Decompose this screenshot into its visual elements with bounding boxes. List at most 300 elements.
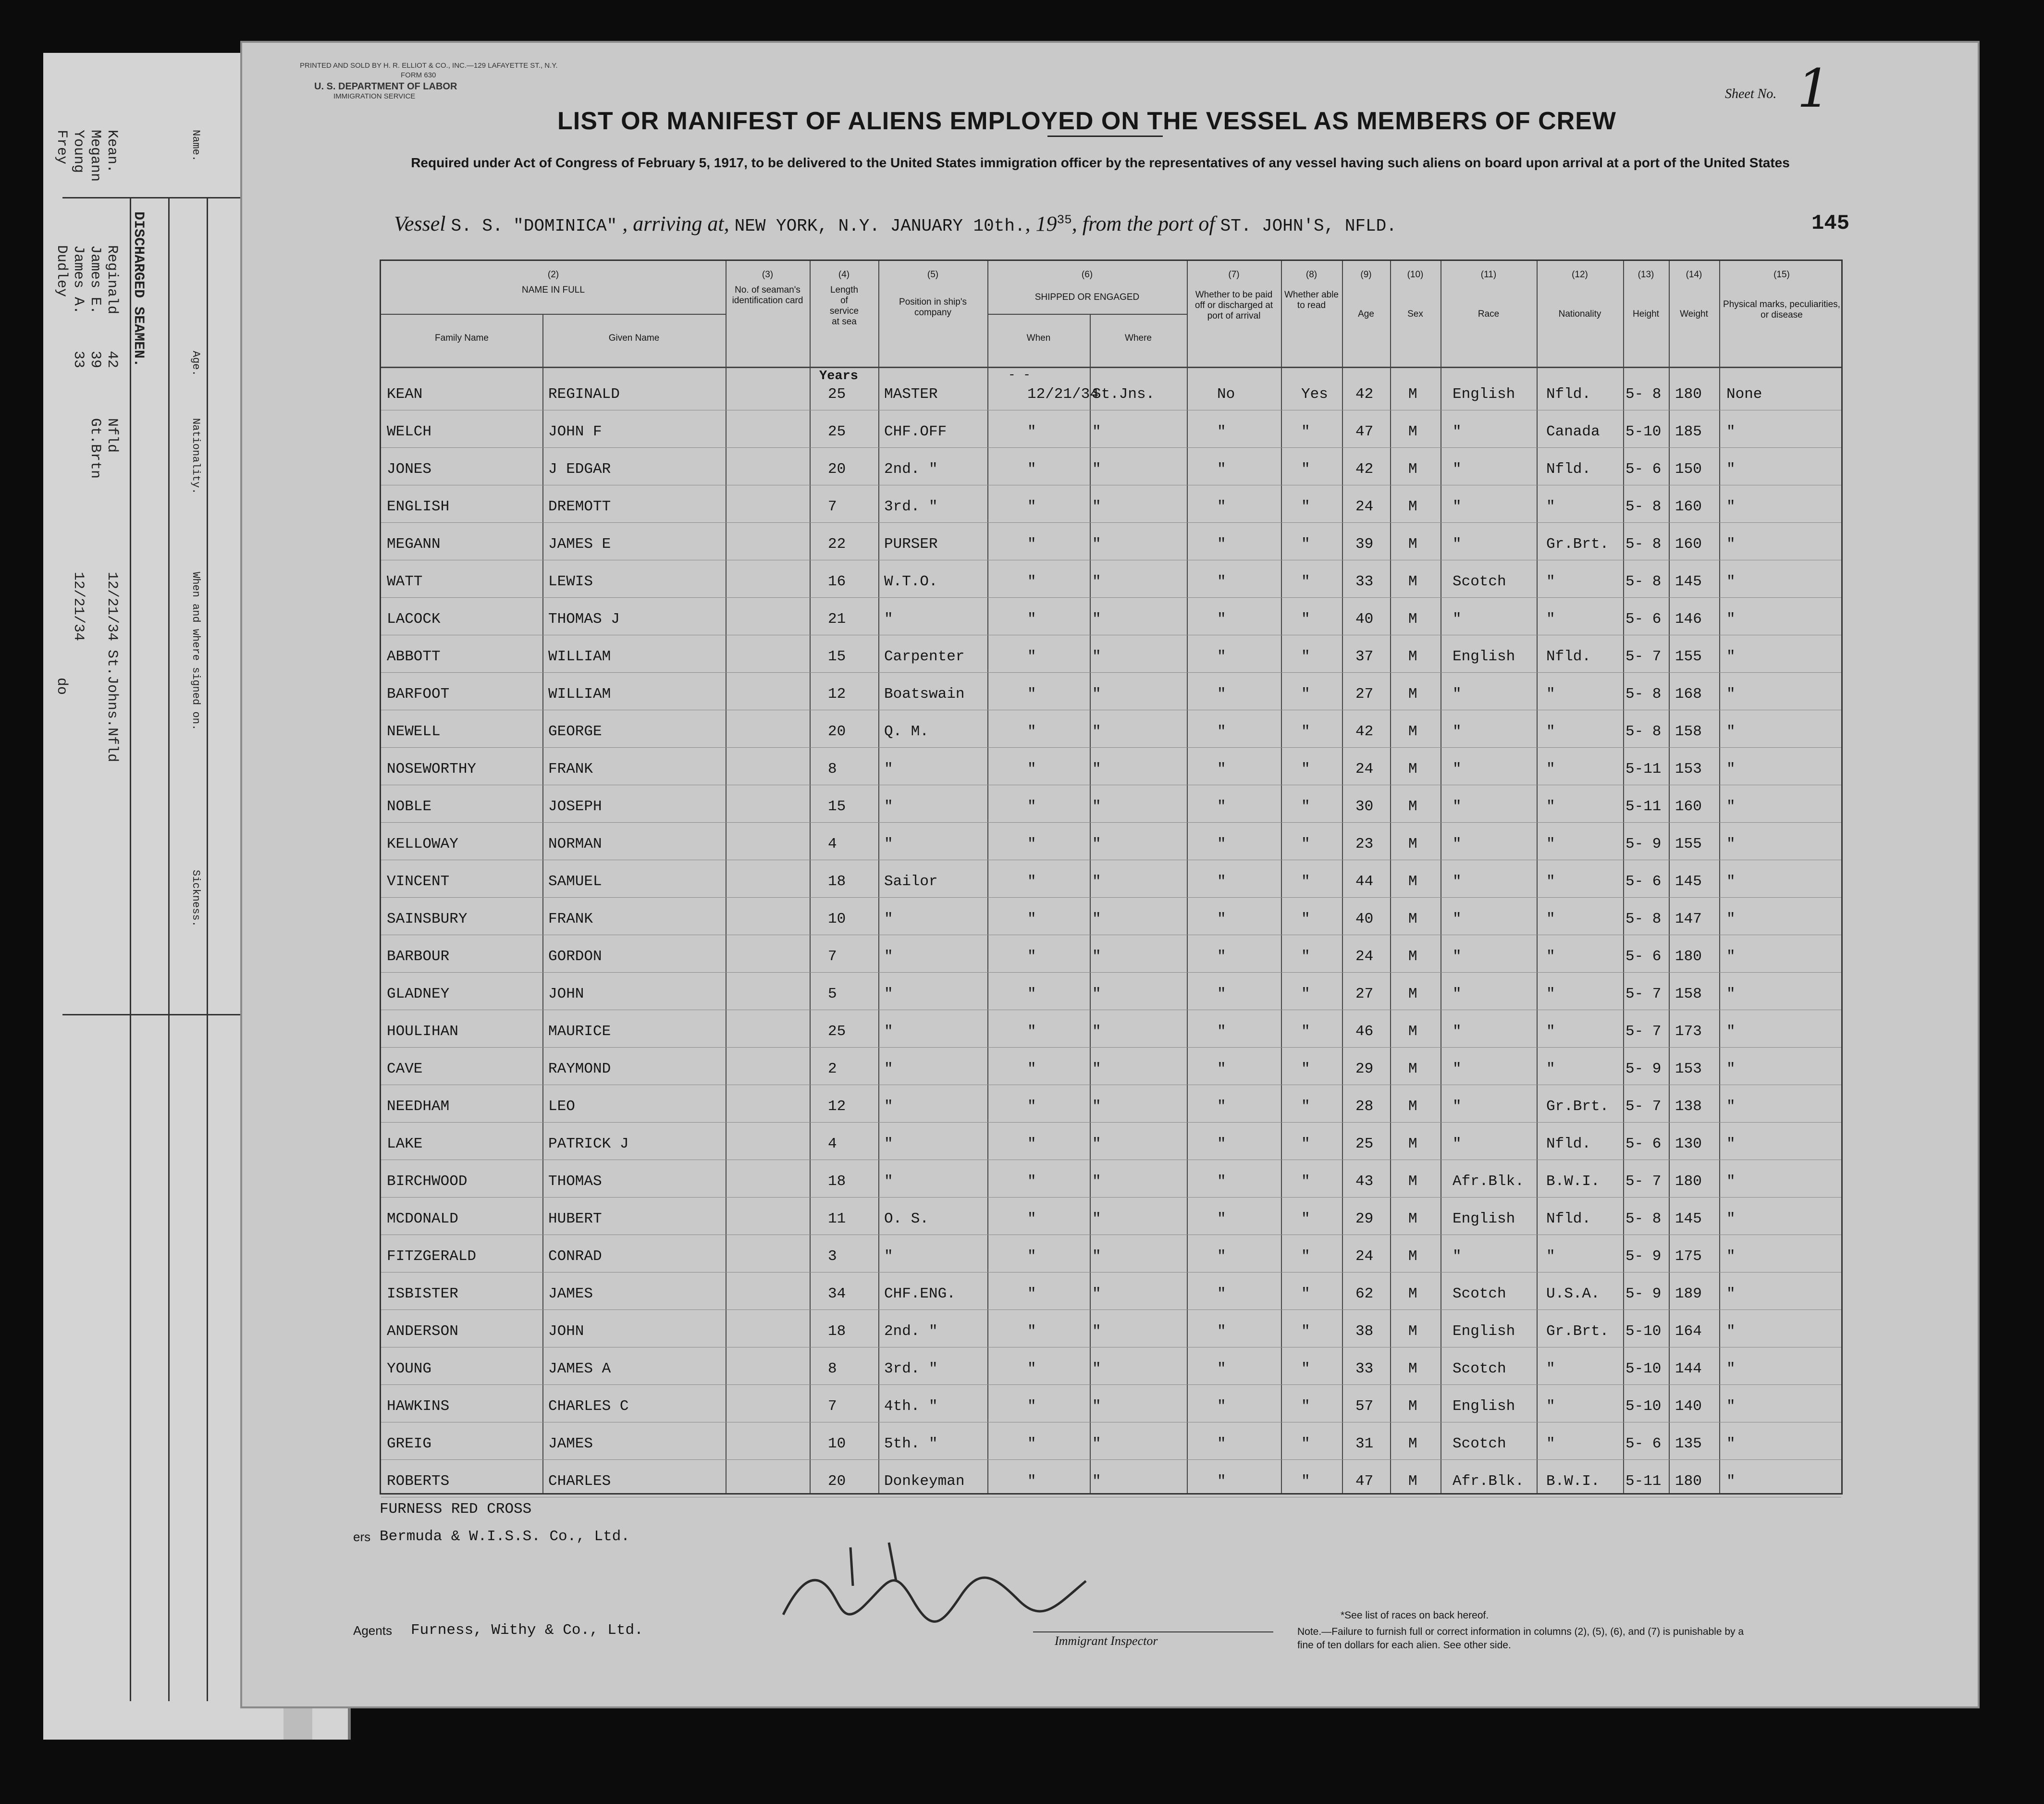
shipped-when: " <box>1027 648 1036 665</box>
given-name: JOHN F <box>548 423 602 440</box>
height: 5- 6 <box>1625 1435 1662 1452</box>
shipped-where: " <box>1092 911 1101 927</box>
height: 5- 7 <box>1625 648 1662 665</box>
given-name: DREMOTT <box>548 498 611 515</box>
row-rule <box>381 747 1841 748</box>
weight: 180 <box>1675 1173 1702 1190</box>
service-years: 18 <box>828 1173 846 1190</box>
given-name: WILLIAM <box>548 686 611 703</box>
col11-number: (11) <box>1480 270 1497 280</box>
height: 5-10 <box>1625 1398 1662 1415</box>
nationality: " <box>1546 948 1555 965</box>
weight: 146 <box>1675 611 1702 628</box>
weight: 173 <box>1675 1023 1702 1040</box>
able-to-read: " <box>1301 423 1310 440</box>
date-marks: - - <box>1008 368 1031 382</box>
family-name: BARFOOT <box>387 686 450 703</box>
race: " <box>1453 1061 1462 1077</box>
able-to-read: " <box>1301 1173 1310 1190</box>
crew-table <box>380 259 1843 1495</box>
sex: M <box>1408 761 1417 778</box>
nationality: U.S.A. <box>1546 1285 1600 1302</box>
arriving-at: NEW YORK, N.Y. JANUARY 10th. <box>734 216 1025 236</box>
race: English <box>1453 648 1515 665</box>
family-name: ANDERSON <box>387 1323 458 1340</box>
shipped-when: " <box>1027 986 1036 1002</box>
weight: 153 <box>1675 1061 1702 1077</box>
signature-line <box>1033 1631 1273 1632</box>
paid-off: " <box>1217 611 1226 628</box>
position: MASTER <box>884 386 938 403</box>
col12-number: (12) <box>1572 270 1588 280</box>
height: 5- 8 <box>1625 723 1662 740</box>
physical-marks: " <box>1726 761 1736 778</box>
given-name: THOMAS J <box>548 611 620 628</box>
agents: Furness, Withy & Co., Ltd. <box>411 1622 643 1639</box>
nationality: " <box>1546 723 1555 740</box>
weight: 185 <box>1675 423 1702 440</box>
paid-off: " <box>1217 1098 1226 1115</box>
age: 38 <box>1355 1323 1374 1340</box>
sex: M <box>1408 1211 1417 1227</box>
nationality: Nfld. <box>1546 1136 1591 1152</box>
inspector-signature <box>769 1528 1105 1648</box>
shipped-where: " <box>1092 1435 1101 1452</box>
shipped-where: " <box>1092 1473 1101 1490</box>
race: Afr.Blk. <box>1453 1173 1524 1190</box>
position: PURSER <box>884 536 938 553</box>
shipped-when: " <box>1027 911 1036 927</box>
service-years: 8 <box>828 761 837 778</box>
able-to-read: " <box>1301 1285 1310 1302</box>
shipped-where: " <box>1092 1285 1101 1302</box>
service-years: 12 <box>828 1098 846 1115</box>
sex: M <box>1408 1323 1417 1340</box>
height: 5- 9 <box>1625 1285 1662 1302</box>
weight: 145 <box>1675 873 1702 890</box>
paid-off: " <box>1217 723 1226 740</box>
sex: M <box>1408 1285 1417 1302</box>
nationality: " <box>1546 573 1555 590</box>
page-number: 145 <box>1811 211 1850 235</box>
col11-header: Race <box>1478 309 1500 319</box>
row-rule <box>381 1384 1841 1385</box>
col12-header: Nationality <box>1558 309 1601 319</box>
weight: 164 <box>1675 1323 1702 1340</box>
service-years: 4 <box>828 836 837 853</box>
row-rule <box>381 672 1841 673</box>
column-rule <box>1187 261 1188 1493</box>
flap-title: DISCHARGED SEAMEN. <box>130 211 147 368</box>
penalty-note: Note.—Failure to furnish full or correct information in columns (2), (5), (6), and (7) is punishable by a fine of ten dollars for each alien. See other side. <box>1297 1626 1744 1651</box>
paid-off: " <box>1217 948 1226 965</box>
service-years: 2 <box>828 1061 837 1077</box>
position: " <box>884 986 893 1002</box>
nationality: " <box>1546 686 1555 703</box>
age: 43 <box>1355 1173 1374 1190</box>
col10-number: (10) <box>1407 270 1424 280</box>
footer-line1: FURNESS RED CROSS <box>380 1501 532 1518</box>
flap-col-reason: Sickness. <box>190 870 202 927</box>
race: English <box>1453 1211 1515 1227</box>
height: 5- 8 <box>1625 498 1662 515</box>
weight: 189 <box>1675 1285 1702 1302</box>
title-rule <box>1047 136 1163 137</box>
age: 47 <box>1355 423 1374 440</box>
port-of-departure: ST. JOHN'S, NFLD. <box>1220 216 1397 236</box>
owners-label: ers <box>353 1530 371 1544</box>
position: " <box>884 911 893 927</box>
col8-number: (8) <box>1305 270 1318 280</box>
shipped-where: " <box>1092 536 1101 553</box>
given-name: NORMAN <box>548 836 602 853</box>
paid-off: " <box>1217 836 1226 853</box>
height: 5- 8 <box>1625 911 1662 927</box>
physical-marks: " <box>1726 1473 1736 1490</box>
given-name: GORDON <box>548 948 602 965</box>
able-to-read: " <box>1301 836 1310 853</box>
col2-header: NAME IN FULL <box>522 285 585 295</box>
age: 29 <box>1355 1061 1374 1077</box>
height: 5-10 <box>1625 1360 1662 1377</box>
height: 5-11 <box>1625 761 1662 778</box>
paid-off: " <box>1217 1211 1226 1227</box>
service-years: 11 <box>828 1211 846 1227</box>
race: " <box>1453 723 1462 740</box>
family-name: JONES <box>387 461 432 478</box>
shipped-where: " <box>1092 423 1101 440</box>
physical-marks: " <box>1726 798 1736 815</box>
flap-row: Dudley <box>53 245 70 297</box>
weight: 153 <box>1675 761 1702 778</box>
shipped-where: " <box>1092 761 1101 778</box>
position: " <box>884 1061 893 1077</box>
col4-number: (4) <box>838 270 850 280</box>
family-name: KELLOWAY <box>387 836 458 853</box>
row-rule <box>381 972 1841 973</box>
weight: 150 <box>1675 461 1702 478</box>
header-subrule <box>381 314 726 315</box>
sex: M <box>1408 648 1417 665</box>
family-name: GLADNEY <box>387 986 450 1002</box>
height: 5- 6 <box>1625 948 1662 965</box>
service-years: 25 <box>828 423 846 440</box>
row-rule <box>381 1047 1841 1048</box>
weight: 158 <box>1675 723 1702 740</box>
weight: 168 <box>1675 686 1702 703</box>
race: Scotch <box>1453 1435 1506 1452</box>
column-rule <box>878 261 879 1493</box>
physical-marks: " <box>1726 948 1736 965</box>
race: " <box>1453 798 1462 815</box>
service-years: 20 <box>828 1473 846 1490</box>
height: 5- 7 <box>1625 986 1662 1002</box>
weight: 130 <box>1675 1136 1702 1152</box>
physical-marks: " <box>1726 1061 1736 1077</box>
shipped-when: " <box>1027 423 1036 440</box>
shipped-where: " <box>1092 1061 1101 1077</box>
given-name: J EDGAR <box>548 461 611 478</box>
col7-header: Whether to be paid off or discharged at port of arrival <box>1194 290 1273 321</box>
vessel-line <box>394 211 1397 236</box>
paid-off: " <box>1217 798 1226 815</box>
shipped-where: " <box>1092 498 1101 515</box>
race: " <box>1453 873 1462 890</box>
height: 5- 6 <box>1625 611 1662 628</box>
flap-row: Young <box>70 130 86 173</box>
age: 31 <box>1355 1435 1374 1452</box>
col2-given: Given Name <box>608 333 660 343</box>
given-name: JAMES <box>548 1285 593 1302</box>
flap-row: James A. <box>70 245 86 315</box>
weight: 135 <box>1675 1435 1702 1452</box>
position: Sailor <box>884 873 938 890</box>
col13-number: (13) <box>1638 270 1654 280</box>
position: " <box>884 1173 893 1190</box>
shipped-when: " <box>1027 1323 1036 1340</box>
service-years: 10 <box>828 1435 846 1452</box>
race: " <box>1453 1098 1462 1115</box>
flap-row: 12/21/34 St.Johns.Nfld <box>104 572 120 763</box>
sex: M <box>1408 498 1417 515</box>
given-name: REGINALD <box>548 386 620 403</box>
shipped-where: " <box>1092 798 1101 815</box>
weight: 147 <box>1675 911 1702 927</box>
column-rule <box>1390 261 1391 1493</box>
weight: 175 <box>1675 1248 1702 1265</box>
shipped-when: " <box>1027 1061 1036 1077</box>
flap-row: 12/21/34 <box>70 572 86 642</box>
weight: 140 <box>1675 1398 1702 1415</box>
col15-number: (15) <box>1773 270 1790 280</box>
flap-col-when: When and where signed on. <box>190 572 202 731</box>
paid-off: " <box>1217 911 1226 927</box>
family-name: ENGLISH <box>387 498 450 515</box>
physical-marks: " <box>1726 1098 1736 1115</box>
race: " <box>1453 1136 1462 1152</box>
height: 5- 8 <box>1625 573 1662 590</box>
age: 37 <box>1355 648 1374 665</box>
race: " <box>1453 423 1462 440</box>
age: 27 <box>1355 986 1374 1002</box>
service-years: 8 <box>828 1360 837 1377</box>
able-to-read: " <box>1301 611 1310 628</box>
family-name: LACOCK <box>387 611 441 628</box>
family-name: VINCENT <box>387 873 450 890</box>
able-to-read: " <box>1301 648 1310 665</box>
able-to-read: " <box>1301 873 1310 890</box>
paid-off: " <box>1217 761 1226 778</box>
shipped-when: " <box>1027 536 1036 553</box>
nationality: " <box>1546 611 1555 628</box>
col7-number: (7) <box>1228 270 1240 280</box>
able-to-read: " <box>1301 1061 1310 1077</box>
service-years: 10 <box>828 911 846 927</box>
shipped-when: " <box>1027 573 1036 590</box>
physical-marks: " <box>1726 1398 1736 1415</box>
physical-marks: " <box>1726 986 1736 1002</box>
flap-row: Reginald <box>104 245 120 315</box>
flap-row: Megann <box>87 130 103 182</box>
arriving-label: , arriving at, <box>622 212 729 235</box>
position: 3rd. " <box>884 498 938 515</box>
nationality: " <box>1546 986 1555 1002</box>
sex: M <box>1408 1248 1417 1265</box>
family-name: BIRCHWOOD <box>387 1173 468 1190</box>
height: 5- 8 <box>1625 386 1662 403</box>
shipped-where: " <box>1092 836 1101 853</box>
paid-off: " <box>1217 1248 1226 1265</box>
position: W.T.O. <box>884 573 938 590</box>
age: 29 <box>1355 1211 1374 1227</box>
sex: M <box>1408 1435 1417 1452</box>
nationality: " <box>1546 761 1555 778</box>
paid-off: " <box>1217 873 1226 890</box>
family-name: NEEDHAM <box>387 1098 450 1115</box>
height: 5- 6 <box>1625 1136 1662 1152</box>
given-name: PATRICK J <box>548 1136 629 1152</box>
flap-row: Frey <box>53 130 70 165</box>
able-to-read: " <box>1301 798 1310 815</box>
service-years: 7 <box>828 498 837 515</box>
given-name: GEORGE <box>548 723 602 740</box>
able-to-read: " <box>1301 986 1310 1002</box>
given-name: JAMES <box>548 1435 593 1452</box>
given-name: LEWIS <box>548 573 593 590</box>
able-to-read: " <box>1301 761 1310 778</box>
paid-off: No <box>1217 386 1235 403</box>
service-years: 20 <box>828 461 846 478</box>
sex: M <box>1408 1473 1417 1490</box>
col6-when: When <box>1026 333 1051 343</box>
nationality: " <box>1546 1061 1555 1077</box>
age: 23 <box>1355 836 1374 853</box>
able-to-read: " <box>1301 1098 1310 1115</box>
shipped-when: " <box>1027 1136 1036 1152</box>
sex: M <box>1408 723 1417 740</box>
sex: M <box>1408 1023 1417 1040</box>
service-years: 18 <box>828 1323 846 1340</box>
flap-rule <box>207 197 208 1701</box>
sex: M <box>1408 536 1417 553</box>
physical-marks: " <box>1726 911 1736 927</box>
row-rule <box>381 1459 1841 1460</box>
able-to-read: " <box>1301 1473 1310 1490</box>
family-name: ROBERTS <box>387 1473 450 1490</box>
given-name: LEO <box>548 1098 575 1115</box>
vessel-label: Vessel <box>394 212 446 235</box>
nationality: Nfld. <box>1546 1211 1591 1227</box>
weight: 180 <box>1675 1473 1702 1490</box>
height: 5- 9 <box>1625 836 1662 853</box>
weight: 144 <box>1675 1360 1702 1377</box>
col13-header: Height <box>1633 309 1659 319</box>
nationality: " <box>1546 873 1555 890</box>
nationality: Nfld. <box>1546 461 1591 478</box>
able-to-read: " <box>1301 723 1310 740</box>
shipped-when: " <box>1027 836 1036 853</box>
given-name: CONRAD <box>548 1248 602 1265</box>
shipped-when: " <box>1027 1023 1036 1040</box>
shipped-when: " <box>1027 1098 1036 1115</box>
row-rule <box>381 822 1841 823</box>
position: CHF.OFF <box>884 423 947 440</box>
sex: M <box>1408 836 1417 853</box>
able-to-read: " <box>1301 1023 1310 1040</box>
given-name: JOHN <box>548 986 584 1002</box>
col3-header: No. of seaman's identification card <box>732 285 803 306</box>
height: 5- 8 <box>1625 686 1662 703</box>
owners: Bermuda & W.I.S.S. Co., Ltd. <box>380 1528 630 1545</box>
paid-off: " <box>1217 498 1226 515</box>
physical-marks: " <box>1726 1285 1736 1302</box>
service-years: 15 <box>828 648 846 665</box>
height: 5-10 <box>1625 423 1662 440</box>
height: 5-10 <box>1625 1323 1662 1340</box>
header-rule <box>381 367 1841 368</box>
paid-off: " <box>1217 461 1226 478</box>
able-to-read: " <box>1301 1211 1310 1227</box>
col15-header: Physical marks, peculiarities, or disease <box>1723 299 1840 320</box>
nationality: " <box>1546 836 1555 853</box>
nationality: " <box>1546 1398 1555 1415</box>
position: 2nd. " <box>884 1323 938 1340</box>
able-to-read: " <box>1301 948 1310 965</box>
physical-marks: " <box>1726 1023 1736 1040</box>
col10-header: Sex <box>1407 309 1423 319</box>
family-name: CAVE <box>387 1061 423 1077</box>
sex: M <box>1408 1360 1417 1377</box>
row-rule <box>381 1272 1841 1273</box>
flap-col-name: Name. <box>190 130 202 162</box>
physical-marks: " <box>1726 611 1736 628</box>
col8-header: Whether able to read <box>1284 290 1339 310</box>
able-to-read: " <box>1301 1360 1310 1377</box>
position: Carpenter <box>884 648 965 665</box>
department: U. S. DEPARTMENT OF LABOR <box>314 81 457 92</box>
shipped-where: " <box>1092 948 1101 965</box>
given-name: JOHN <box>548 1323 584 1340</box>
position: " <box>884 1023 893 1040</box>
nationality: Gr.Brt. <box>1546 536 1609 553</box>
nationality: " <box>1546 1248 1555 1265</box>
position: " <box>884 1136 893 1152</box>
paid-off: " <box>1217 1173 1226 1190</box>
service-years: 16 <box>828 573 846 590</box>
row-rule <box>381 897 1841 898</box>
races-note: *See list of races on back hereof. <box>1341 1610 1489 1621</box>
family-name: FITZGERALD <box>387 1248 477 1265</box>
shipped-where: " <box>1092 1173 1101 1190</box>
col5-header: Position in ship's company <box>899 297 967 318</box>
col4-header: Length of service at sea <box>829 285 859 327</box>
sex: M <box>1408 423 1417 440</box>
sheet-number: 1 <box>1797 58 1831 119</box>
shipped-when: " <box>1027 761 1036 778</box>
age: 42 <box>1355 461 1374 478</box>
height: 5- 6 <box>1625 461 1662 478</box>
position: " <box>884 798 893 815</box>
sex: M <box>1408 911 1417 927</box>
shipped-when: " <box>1027 498 1036 515</box>
height: 5- 6 <box>1625 873 1662 890</box>
race: " <box>1453 986 1462 1002</box>
physical-marks: " <box>1726 573 1736 590</box>
column-rule <box>1623 261 1624 1493</box>
physical-marks: " <box>1726 1136 1736 1152</box>
col2-family: Family Name <box>435 333 489 343</box>
given-name: SAMUEL <box>548 873 602 890</box>
